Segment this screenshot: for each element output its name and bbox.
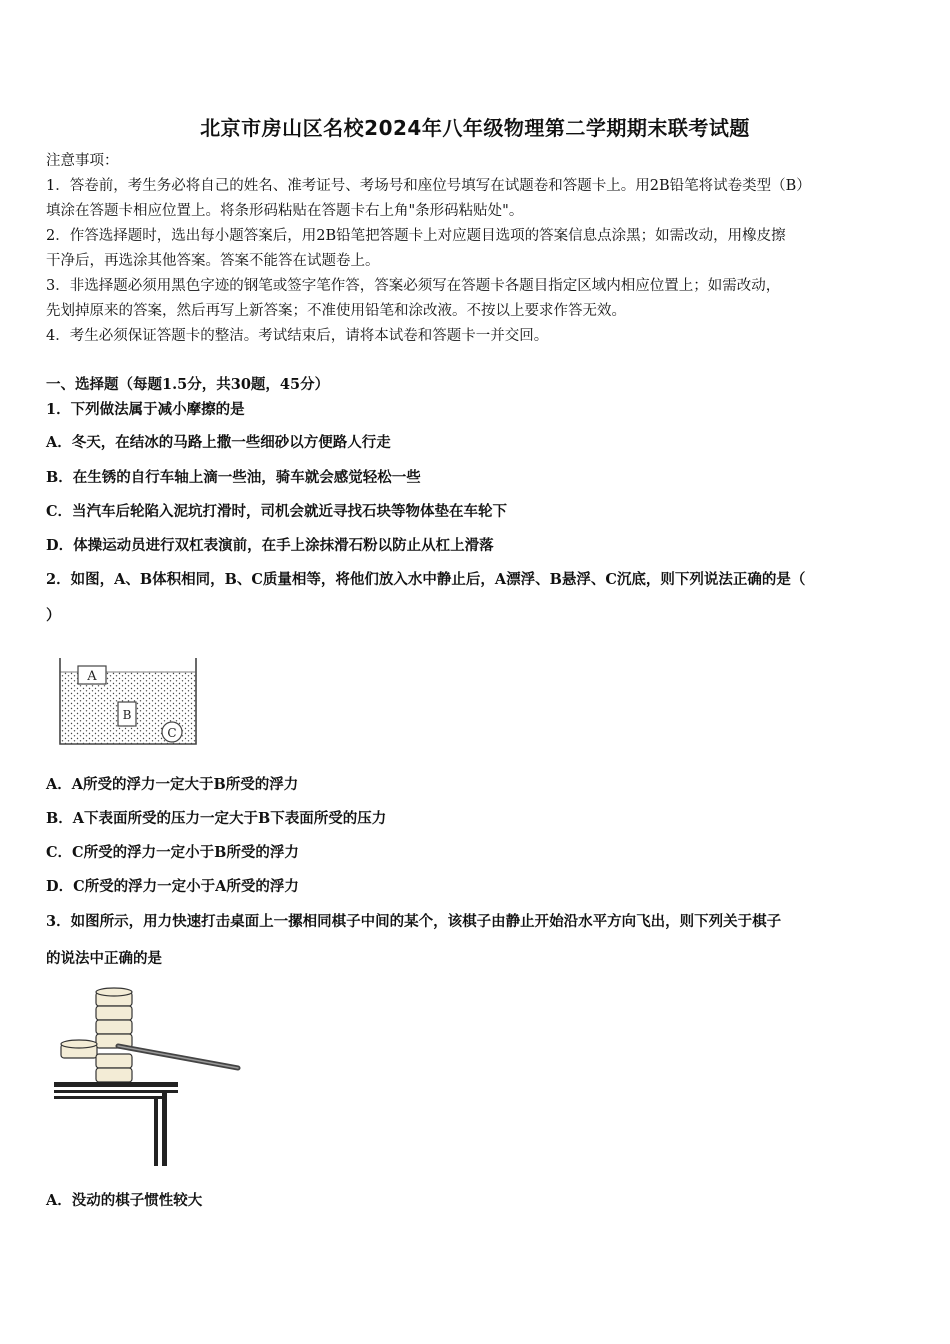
option-b: B．A下表面所受的压力一定大于B下表面所受的压力 <box>46 810 387 827</box>
option-a: A．冬天，在结冰的马路上撒一些细砂以方便路人行走 <box>46 434 391 451</box>
notice-line: 2．作答选择题时，选出每小题答案后，用2B铅笔把答题卡上对应题目选项的答案信息点涂黑；如需改动，用橡皮擦 <box>46 228 786 244</box>
option-c: C．C所受的浮力一定小于B所受的浮力 <box>46 844 299 861</box>
ruler-highlight <box>118 1046 238 1068</box>
notice-line: 干净后，再选涂其他答案。答案不能答在试题卷上。 <box>46 253 380 269</box>
option-d: D．C所受的浮力一定小于A所受的浮力 <box>46 878 299 895</box>
table-leg-outer <box>162 1090 167 1166</box>
label-a: A <box>87 669 97 684</box>
question-stem: 1．下列做法属于减小摩擦的是 <box>46 401 245 418</box>
table-top <box>54 1082 178 1087</box>
section-heading: 一、选择题（每题1.5分，共30题，45分） <box>46 376 330 393</box>
piece-stack <box>96 988 132 1048</box>
option-c: C．当汽车后轮陷入泥坑打滑时，司机会就近寻找石块等物体垫在车轮下 <box>46 503 508 520</box>
notice-line: 1．答卷前，考生务必将自己的姓名、准考证号、考场号和座位号填写在试题卷和答题卡上。用2B铅笔将试卷类型（B） <box>46 178 811 194</box>
notice-line: 4．考生必须保证答题卡的整洁。考试结束后，请将本试卷和答题卡一并交回。 <box>46 328 549 344</box>
option-b: B．在生锈的自行车轴上滴一些油，骑车就会感觉轻松一些 <box>46 469 421 486</box>
notice-line: 填涂在答题卡相应位置上。将条形码粘贴在答题卡右上角"条形码粘贴处"。 <box>46 203 524 219</box>
page-title: 北京市房山区名校2024年八年级物理第二学期期末联考试题 <box>200 116 750 140</box>
buoyancy-figure <box>52 652 204 752</box>
option-a: A．A所受的浮力一定大于B所受的浮力 <box>46 776 299 793</box>
notice-heading: 注意事项： <box>46 153 119 169</box>
option-d: D．体操运动员进行双杠表演前，在手上涂抹滑石粉以防止从杠上滑落 <box>46 537 494 554</box>
question-stem-continued: 的说法中正确的是 <box>46 950 162 967</box>
label-c: C <box>167 726 177 740</box>
chess-stack-figure <box>50 982 250 1172</box>
label-b: B <box>122 708 132 722</box>
table <box>54 1082 178 1166</box>
question-stem: 2．如图，A、B体积相同，B、C质量相等，将他们放入水中静止后，A漂浮、B悬浮、C沉底，则下列说法正确的是（ <box>46 571 806 588</box>
notice-line: 3．非选择题必须用黑色字迹的钢笔或签字笔作答，答案必须写在答题卡各题目指定区域内相应位置上；如需改动， <box>46 278 781 294</box>
question-stem: 3．如图所示，用力快速打击桌面上一摞相同棋子中间的某个，该棋子由静止开始沿水平方向飞出，则下列关于棋子 <box>46 913 782 930</box>
table-edge <box>54 1090 178 1093</box>
notice-line: 先划掉原来的答案，然后再写上新答案；不准使用铅笔和涂改液。不按以上要求作答无效。 <box>46 303 626 319</box>
table-leg-inner <box>154 1096 158 1166</box>
option-a: A．没动的棋子惯性较大 <box>46 1192 203 1209</box>
bottom-pieces <box>96 1054 132 1082</box>
question-stem-continued: ） <box>46 607 61 624</box>
flying-piece <box>61 1040 97 1058</box>
table-edge-lower <box>54 1096 164 1099</box>
